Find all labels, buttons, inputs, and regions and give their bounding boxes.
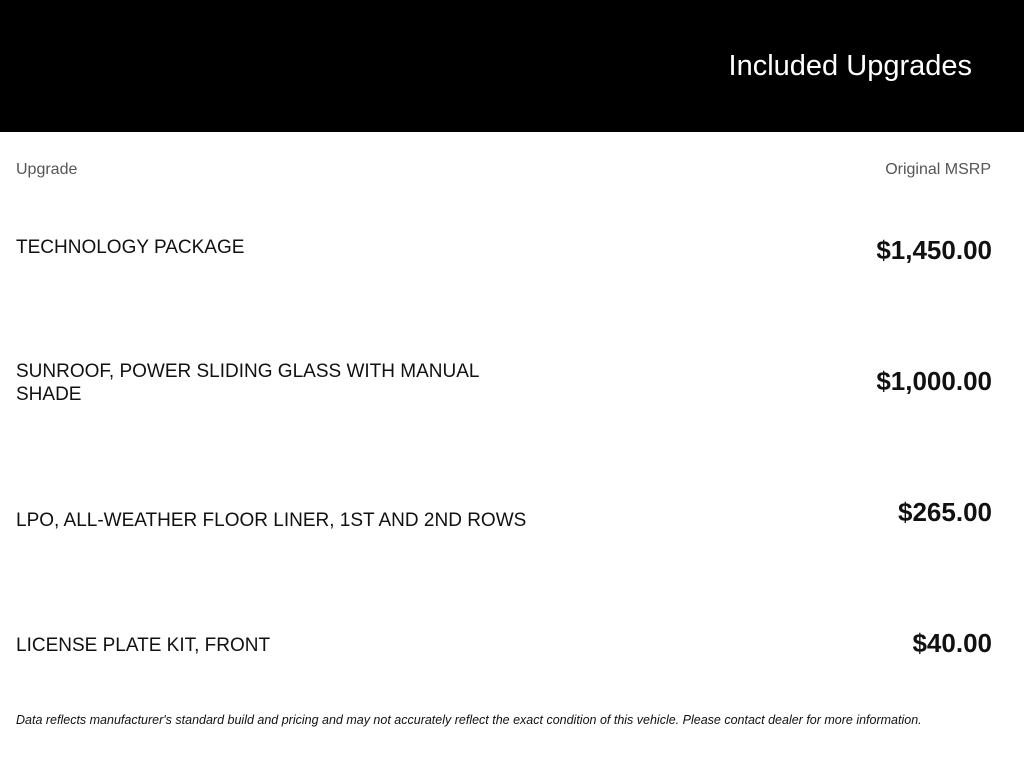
upgrade-name: SUNROOF, POWER SLIDING GLASS WITH MANUAL SHADE: [16, 361, 479, 405]
column-header-msrp: Original MSRP: [885, 161, 991, 178]
upgrade-price: $1,000.00: [876, 366, 992, 396]
header-bar: [0, 0, 1024, 132]
page-title: Included Upgrades: [728, 50, 972, 82]
upgrade-name: LPO, ALL-WEATHER FLOOR LINER, 1ST AND 2ND ROWS: [16, 510, 527, 531]
upgrade-price: $40.00: [912, 628, 992, 658]
disclaimer-text: Data reflects manufacturer's standard build and pricing and may not accurately reflect the exact condition of this vehicle. Please contact dealer for more information.: [16, 713, 922, 727]
column-header-upgrade: Upgrade: [16, 161, 78, 178]
upgrade-name: LICENSE PLATE KIT, FRONT: [16, 635, 271, 656]
upgrade-price: $1,450.00: [876, 235, 992, 265]
upgrade-name: TECHNOLOGY PACKAGE: [16, 237, 245, 258]
upgrade-price: $265.00: [898, 497, 992, 527]
